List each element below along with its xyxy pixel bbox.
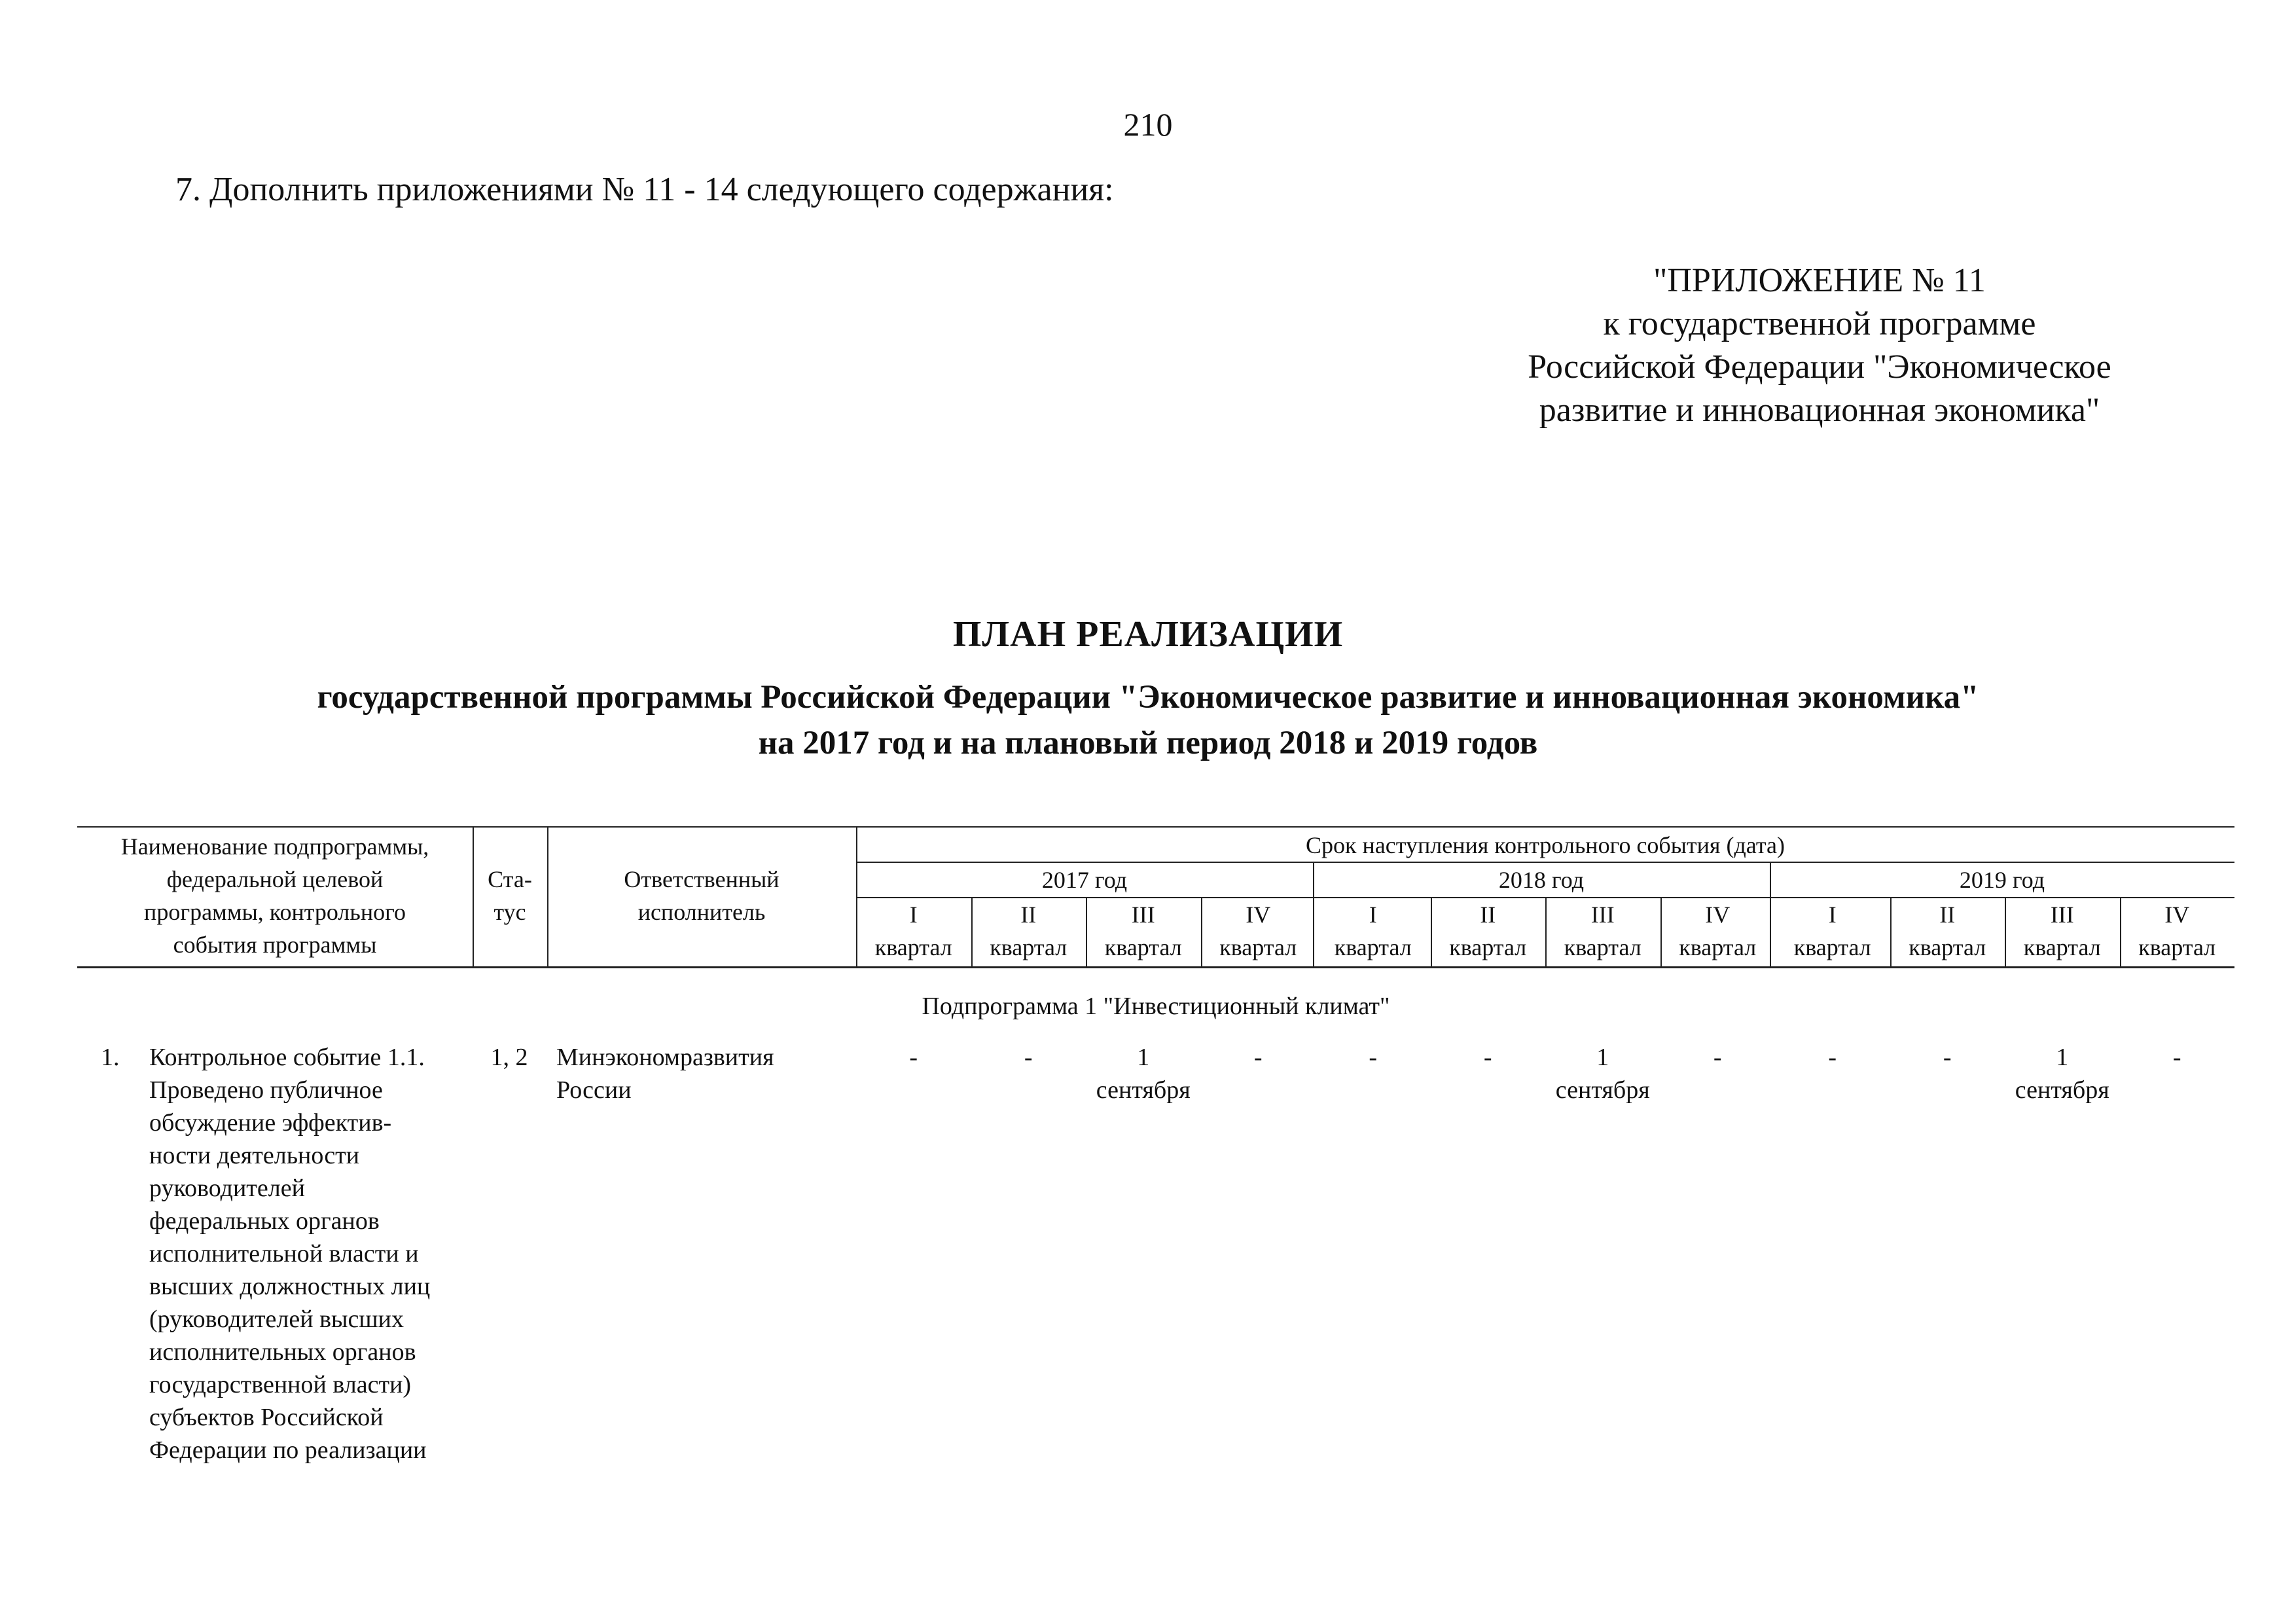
quarter-value — [1431, 1041, 1546, 1074]
plan-title: ПЛАН РЕАЛИЗАЦИИ — [952, 614, 1344, 655]
quarter-word: квартал — [874, 934, 952, 960]
header-name-line: события программы — [173, 932, 377, 958]
quarter-value-line: сентября — [2015, 1076, 2109, 1104]
quarter-value-line: 1 — [2056, 1044, 2069, 1071]
row-number: 1. — [101, 1044, 120, 1071]
executor-line: Минэкономразвития — [556, 1044, 774, 1071]
quarter-numeral: III — [1131, 902, 1155, 928]
header-quarter — [1086, 898, 1201, 966]
quarter-value — [1316, 1041, 1431, 1074]
annex-line: к государственной программе — [1603, 305, 2036, 342]
event-line: Проведено публичное — [149, 1076, 383, 1104]
quarter-numeral: III — [2050, 902, 2074, 928]
quarter-word: квартал — [2138, 934, 2216, 960]
header-quarter — [1431, 898, 1546, 966]
page-number: 210 — [1123, 106, 1173, 143]
event-line: Федерации по реализации — [149, 1436, 427, 1464]
column-divider — [1086, 898, 1087, 966]
header-executor-line: исполнитель — [637, 899, 766, 925]
header-name — [77, 830, 473, 961]
quarter-word: квартал — [1909, 934, 1986, 960]
quarter-numeral: III — [1590, 902, 1615, 928]
plan-subtitle-line: на 2017 год и на плановый период 2018 и 2019 годов — [758, 725, 1538, 761]
event-line: исполнительной власти и — [149, 1240, 419, 1267]
subprogram-title: Подпрограмма 1 "Инвестиционный климат" — [922, 993, 1390, 1020]
event-description — [149, 1041, 490, 1467]
quarter-word: квартал — [1679, 934, 1757, 960]
quarter-value-line: - — [1713, 1044, 1722, 1071]
event-line: высших должностных лиц — [149, 1273, 431, 1300]
quarter-value — [971, 1041, 1086, 1074]
quarter-value — [1775, 1041, 1890, 1074]
quarter-value-line: сентября — [1096, 1076, 1191, 1104]
annex-line: "ПРИЛОЖЕНИЕ № 11 — [1653, 262, 1986, 299]
column-divider — [2005, 898, 2006, 966]
header-year-2017: 2017 год — [1041, 867, 1128, 893]
event-line: исполнительных органов — [149, 1338, 416, 1366]
event-line: федеральных органов — [149, 1207, 380, 1235]
event-line: ности деятельности — [149, 1142, 360, 1169]
annex-line: развитие и инновационная экономика" — [1539, 392, 2100, 429]
quarter-word: квартал — [2023, 934, 2101, 960]
header-name-line: федеральной целевой — [166, 866, 384, 892]
column-divider — [1545, 898, 1547, 966]
quarter-numeral: II — [1480, 902, 1496, 928]
quarter-word: квартал — [990, 934, 1067, 960]
event-line: обсуждение эффектив- — [149, 1109, 392, 1137]
quarter-numeral: IV — [2164, 902, 2190, 928]
event-line: государственной власти) — [149, 1371, 412, 1398]
quarter-value — [2120, 1041, 2235, 1074]
quarter-value-line: - — [1943, 1044, 1952, 1071]
header-executor-line: Ответственный — [624, 866, 780, 892]
quarter-numeral: I — [909, 902, 918, 928]
header-name-line: программы, контрольного — [144, 899, 406, 925]
annex-line: Российской Федерации "Экономическое — [1528, 348, 2111, 386]
quarter-value — [856, 1041, 971, 1074]
quarter-word: квартал — [1334, 934, 1412, 960]
quarter-word: квартал — [1219, 934, 1297, 960]
header-quarter — [1775, 898, 1890, 966]
quarter-value-line: 1 — [1137, 1044, 1150, 1071]
quarter-numeral: IV — [1705, 902, 1731, 928]
quarter-value-line: - — [1369, 1044, 1378, 1071]
plan-table — [77, 826, 2234, 1464]
annex-block — [1427, 259, 2212, 432]
executor-line: России — [556, 1076, 632, 1104]
quarter-word: квартал — [1104, 934, 1182, 960]
header-quarter — [1890, 898, 2005, 966]
column-divider — [971, 898, 973, 966]
header-quarter — [1660, 898, 1776, 966]
row-status: 1, 2 — [490, 1044, 528, 1071]
quarter-numeral: II — [1020, 902, 1037, 928]
quarter-value-line: - — [1828, 1044, 1837, 1071]
quarter-value — [1890, 1041, 2005, 1074]
column-divider — [2120, 898, 2121, 966]
header-name-line: Наименование подпрограммы, — [120, 833, 429, 860]
quarter-value — [1545, 1041, 1660, 1106]
quarter-numeral: I — [1369, 902, 1377, 928]
event-line: Контрольное событие 1.1. — [149, 1044, 425, 1071]
header-quarter — [1316, 898, 1431, 966]
quarter-value-line: - — [2172, 1044, 2181, 1071]
header-status — [473, 863, 547, 928]
header-quarter — [971, 898, 1086, 966]
header-quarter — [856, 898, 971, 966]
intro-text: 7. Дополнить приложениями № 11 - 14 следующего содержания: — [175, 171, 1114, 208]
column-divider — [1201, 898, 1202, 966]
quarter-value — [1086, 1041, 1201, 1106]
quarter-value-line: - — [1253, 1044, 1263, 1071]
quarter-value-line: - — [909, 1044, 918, 1071]
row-divider — [856, 862, 2234, 863]
quarter-value-line: сентября — [1555, 1076, 1650, 1104]
header-year-2019: 2019 год — [1959, 867, 2045, 893]
event-line: (руководителей высших — [149, 1305, 404, 1333]
quarter-numeral: IV — [1246, 902, 1271, 928]
header-status-line: Ста- — [488, 866, 532, 892]
header-deadline: Срок наступления контрольного события (дата) — [1306, 832, 1785, 858]
column-divider — [1890, 898, 1892, 966]
quarter-numeral: I — [1828, 902, 1837, 928]
plan-subtitle-line: государственной программы Российской Федерации "Экономическое развитие и инновационная экономика" — [317, 679, 1979, 716]
quarter-value-line: 1 — [1596, 1044, 1609, 1071]
event-line: руководителей — [149, 1175, 305, 1202]
quarter-word: квартал — [1564, 934, 1641, 960]
header-status-line: тус — [493, 899, 526, 925]
column-divider — [1431, 898, 1432, 966]
header-executor — [547, 863, 856, 928]
header-quarter — [2005, 898, 2120, 966]
quarter-numeral: II — [1939, 902, 1956, 928]
quarter-word: квартал — [1793, 934, 1871, 960]
event-line: субъектов Российской — [149, 1404, 384, 1431]
quarter-value — [2005, 1041, 2120, 1106]
column-divider — [1660, 898, 1662, 966]
header-quarter — [1201, 898, 1316, 966]
header-quarter — [1545, 898, 1660, 966]
plan-subtitle — [0, 674, 2296, 766]
quarter-value — [1660, 1041, 1776, 1074]
quarter-value-line: - — [1483, 1044, 1492, 1071]
header-quarter — [2120, 898, 2235, 966]
table-header — [77, 826, 2234, 968]
header-year-2018: 2018 год — [1498, 867, 1585, 893]
quarter-word: квартал — [1449, 934, 1527, 960]
quarter-value — [1201, 1041, 1316, 1074]
quarter-value-line: - — [1024, 1044, 1033, 1071]
